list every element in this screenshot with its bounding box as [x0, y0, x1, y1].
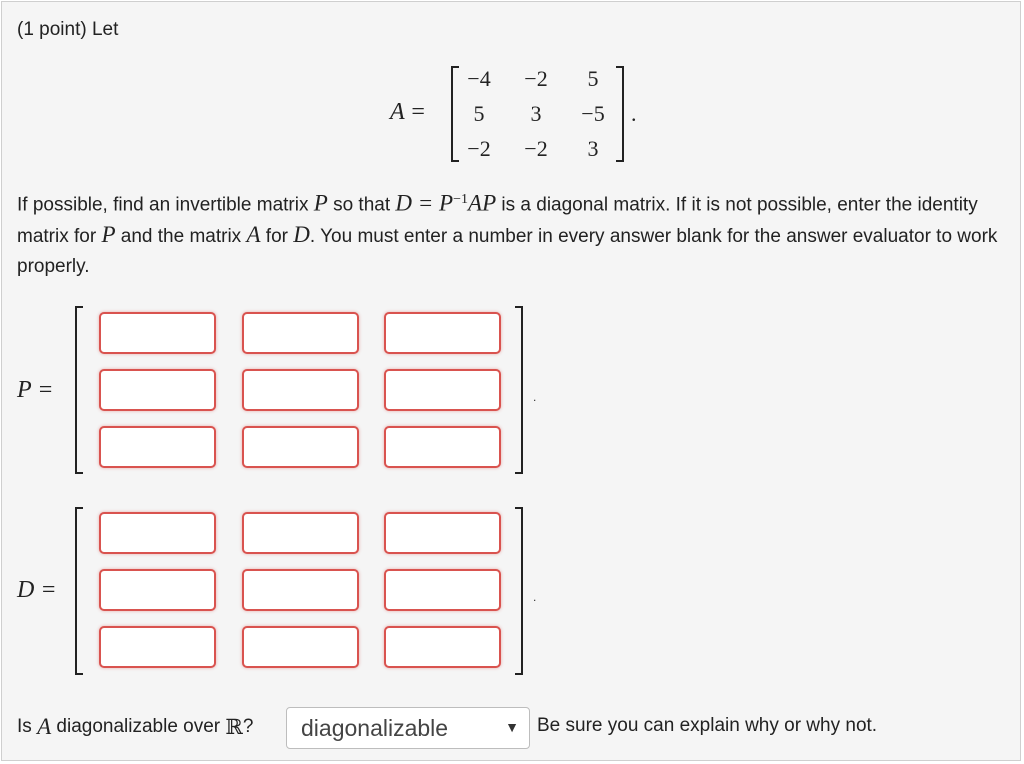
instr-text: and the matrix [115, 226, 247, 248]
var-p: P [313, 190, 328, 216]
d-entry-r1c2[interactable] [242, 512, 359, 554]
var-d: D [293, 222, 310, 248]
matrix-a-cell: 3 [530, 101, 542, 126]
matrix-a-cell: −2 [524, 66, 548, 91]
matrix-p-right-bracket [515, 306, 523, 474]
matrix-d-right-bracket [515, 507, 523, 675]
diagonalizable-select[interactable] [286, 707, 530, 749]
d-entry-r3c3[interactable] [384, 626, 501, 668]
d-entry-r3c1[interactable] [99, 626, 216, 668]
question-text: diagonalizable over [56, 716, 221, 737]
diagonalizable-question [17, 712, 253, 742]
matrix-p-terminator: . [533, 390, 537, 404]
d-entry-r1c1[interactable] [99, 512, 216, 554]
p-entry-r3c3[interactable] [384, 426, 501, 468]
d-entry-r1c3[interactable] [384, 512, 501, 554]
matrix-p-label: P = [17, 377, 54, 403]
p-entry-r3c1[interactable] [99, 426, 216, 468]
question-mark: ? [242, 716, 254, 737]
p-entry-r2c2[interactable] [242, 369, 359, 411]
matrix-d-label: D = [17, 577, 57, 603]
var-a: A [246, 222, 261, 248]
formula-ap: AP [468, 190, 497, 216]
p-entry-r2c1[interactable] [99, 369, 216, 411]
instr-text: . You must enter a number in every answer blank for the answer evaluator to work properly. [17, 226, 998, 278]
matrix-d-terminator: . [533, 590, 537, 604]
reals-symbol: ℝ [225, 714, 243, 739]
matrix-a-cell: −5 [581, 101, 605, 126]
problem-panel [1, 1, 1021, 761]
instr-text: If possible, find an invertible matrix [17, 194, 314, 216]
matrix-a-cell: 3 [587, 136, 599, 161]
matrix-a-cell: 5 [587, 66, 599, 91]
p-entry-r1c3[interactable] [384, 312, 501, 354]
p-entry-r1c1[interactable] [99, 312, 216, 354]
equals-sign: = [411, 99, 425, 125]
d-entry-r2c3[interactable] [384, 569, 501, 611]
question-text: Is [17, 716, 32, 737]
formula-d-eq-p: D = P [395, 190, 454, 216]
var-p: P [101, 222, 116, 248]
d-entry-r2c2[interactable] [242, 569, 359, 611]
matrix-a-terminator: . [631, 101, 637, 126]
var-a: A [390, 99, 405, 125]
var-a: A [37, 714, 52, 739]
d-entry-r3c2[interactable] [242, 626, 359, 668]
instr-text: for [260, 226, 294, 248]
matrix-a-cell: −4 [467, 66, 491, 91]
instr-text: so that [327, 194, 396, 216]
matrix-d-left-bracket [75, 507, 83, 675]
select-value: diagonalizable [301, 714, 449, 741]
explain-note: Be sure you can explain why or why not. [537, 715, 878, 736]
matrix-a-cell: −2 [467, 136, 491, 161]
matrix-a-cell: 5 [473, 101, 485, 126]
inverse-exponent: −1 [453, 192, 469, 207]
p-entry-r2c3[interactable] [384, 369, 501, 411]
p-entry-r1c2[interactable] [242, 312, 359, 354]
d-entry-r2c1[interactable] [99, 569, 216, 611]
problem-header: (1 point) Let [17, 19, 119, 40]
p-entry-r3c2[interactable] [242, 426, 359, 468]
matrix-a-cell: −2 [524, 136, 548, 161]
instr-text: is a diagonal matrix. If it is not possible, enter the identity matrix for [17, 194, 978, 248]
instructions [17, 185, 1007, 282]
caret-down-icon: ▼ [505, 719, 519, 735]
matrix-p-left-bracket [75, 306, 83, 474]
matrix-a-label [390, 98, 425, 126]
